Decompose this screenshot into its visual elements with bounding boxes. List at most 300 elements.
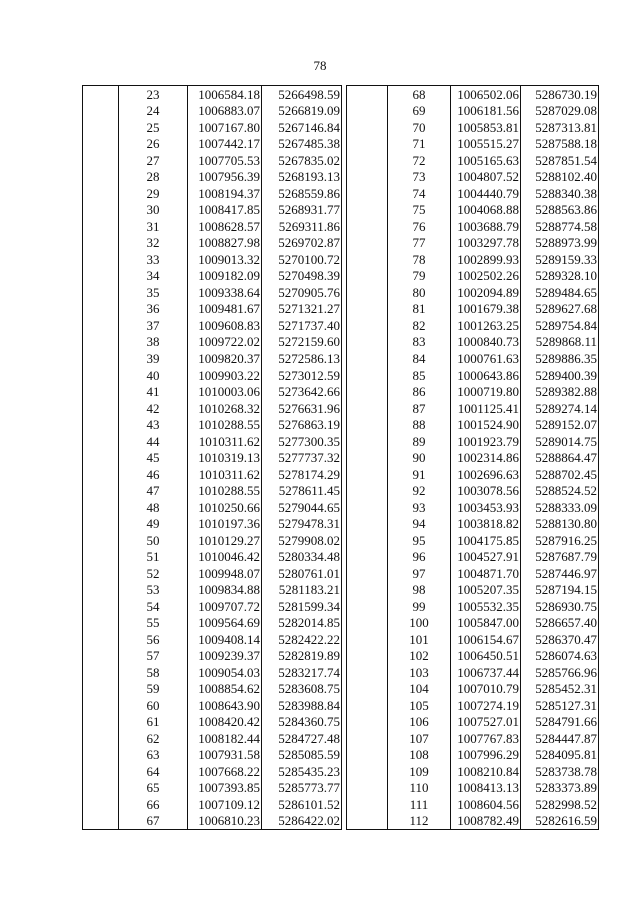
y-coordinate-cell: 5270498.39 [262, 268, 342, 285]
blank-cell [83, 119, 119, 136]
blank-cell [83, 515, 119, 532]
blank-cell [347, 152, 388, 169]
y-coordinate-cell: 5270905.76 [262, 284, 342, 301]
blank-cell [83, 202, 119, 219]
table-row [83, 449, 342, 466]
x-coordinate-cell: 1009707.72 [188, 598, 262, 615]
y-coordinate-cell: 5286074.63 [521, 648, 599, 665]
x-coordinate-cell: 1004175.85 [451, 532, 521, 549]
x-coordinate-cell: 1007956.39 [188, 169, 262, 186]
x-coordinate-cell: 1002314.86 [451, 449, 521, 466]
table-row [347, 367, 599, 384]
blank-cell [347, 796, 388, 813]
point-number-cell: 86 [388, 383, 451, 400]
x-coordinate-cell: 1009948.07 [188, 565, 262, 582]
point-number-cell: 23 [119, 86, 188, 103]
x-coordinate-cell: 1007931.58 [188, 747, 262, 764]
blank-cell [83, 581, 119, 598]
point-number-cell: 24 [119, 103, 188, 120]
x-coordinate-cell: 1010250.66 [188, 499, 262, 516]
x-coordinate-cell: 1006584.18 [188, 86, 262, 103]
y-coordinate-cell: 5284360.75 [262, 714, 342, 731]
blank-cell [347, 301, 388, 318]
table-row [347, 416, 599, 433]
x-coordinate-cell: 1007167.80 [188, 119, 262, 136]
x-coordinate-cell: 1003078.56 [451, 482, 521, 499]
point-number-cell: 88 [388, 416, 451, 433]
table-row [347, 631, 599, 648]
point-number-cell: 29 [119, 185, 188, 202]
blank-cell [83, 681, 119, 698]
table-row [347, 796, 599, 813]
y-coordinate-cell: 5289382.88 [521, 383, 599, 400]
blank-cell [347, 565, 388, 582]
table-row [347, 449, 599, 466]
blank-cell [83, 251, 119, 268]
y-coordinate-cell: 5270100.72 [262, 251, 342, 268]
x-coordinate-cell: 1007767.83 [451, 730, 521, 747]
y-coordinate-cell: 5277737.32 [262, 449, 342, 466]
blank-cell [347, 218, 388, 235]
blank-cell [347, 581, 388, 598]
blank-cell [347, 251, 388, 268]
blank-cell [347, 433, 388, 450]
y-coordinate-cell: 5288340.38 [521, 185, 599, 202]
x-coordinate-cell: 1007668.22 [188, 763, 262, 780]
x-coordinate-cell: 1010319.13 [188, 449, 262, 466]
x-coordinate-cell: 1007010.79 [451, 681, 521, 698]
table-row [83, 152, 342, 169]
point-number-cell: 46 [119, 466, 188, 483]
blank-cell [347, 548, 388, 565]
x-coordinate-cell: 1009722.02 [188, 334, 262, 351]
y-coordinate-cell: 5288864.47 [521, 449, 599, 466]
y-coordinate-cell: 5285085.59 [262, 747, 342, 764]
x-coordinate-cell: 1002502.26 [451, 268, 521, 285]
x-coordinate-cell: 1010268.32 [188, 400, 262, 417]
x-coordinate-cell: 1000719.80 [451, 383, 521, 400]
x-coordinate-cell: 1007274.19 [451, 697, 521, 714]
y-coordinate-cell: 5289868.11 [521, 334, 599, 351]
table-row [83, 334, 342, 351]
y-coordinate-cell: 5279908.02 [262, 532, 342, 549]
x-coordinate-cell: 1003297.78 [451, 235, 521, 252]
y-coordinate-cell: 5288333.09 [521, 499, 599, 516]
point-number-cell: 96 [388, 548, 451, 565]
point-number-cell: 72 [388, 152, 451, 169]
table-row [83, 499, 342, 516]
blank-cell [83, 185, 119, 202]
y-coordinate-cell: 5287588.18 [521, 136, 599, 153]
blank-cell [83, 631, 119, 648]
point-number-cell: 67 [119, 813, 188, 830]
blank-cell [347, 747, 388, 764]
table-row [347, 383, 599, 400]
y-coordinate-cell: 5267835.02 [262, 152, 342, 169]
y-coordinate-cell: 5272586.13 [262, 350, 342, 367]
blank-cell [83, 334, 119, 351]
y-coordinate-cell: 5285127.31 [521, 697, 599, 714]
table-row [347, 664, 599, 681]
point-number-cell: 111 [388, 796, 451, 813]
table-row [83, 565, 342, 582]
blank-cell [83, 169, 119, 186]
y-coordinate-cell: 5289754.84 [521, 317, 599, 334]
table-row [83, 367, 342, 384]
x-coordinate-cell: 1008182.44 [188, 730, 262, 747]
y-coordinate-cell: 5269311.86 [262, 218, 342, 235]
x-coordinate-cell: 1009564.69 [188, 615, 262, 632]
y-coordinate-cell: 5283373.89 [521, 780, 599, 797]
table-row [347, 499, 599, 516]
x-coordinate-cell: 1004527.91 [451, 548, 521, 565]
blank-cell [83, 648, 119, 665]
table-row [83, 119, 342, 136]
table-row [83, 400, 342, 417]
y-coordinate-cell: 5280761.01 [262, 565, 342, 582]
blank-cell [347, 202, 388, 219]
x-coordinate-cell: 1010003.06 [188, 383, 262, 400]
table-row [83, 136, 342, 153]
x-coordinate-cell: 1008854.62 [188, 681, 262, 698]
blank-cell [347, 334, 388, 351]
point-number-cell: 83 [388, 334, 451, 351]
x-coordinate-cell: 1005532.35 [451, 598, 521, 615]
table-row [83, 202, 342, 219]
x-coordinate-cell: 1004440.79 [451, 185, 521, 202]
x-coordinate-cell: 1008413.13 [451, 780, 521, 797]
table-row [83, 433, 342, 450]
blank-cell [347, 681, 388, 698]
table-row [83, 350, 342, 367]
x-coordinate-cell: 1009608.83 [188, 317, 262, 334]
y-coordinate-cell: 5266819.09 [262, 103, 342, 120]
table-row [347, 284, 599, 301]
x-coordinate-cell: 1008782.49 [451, 813, 521, 830]
blank-cell [347, 169, 388, 186]
y-coordinate-cell: 5268193.13 [262, 169, 342, 186]
point-number-cell: 33 [119, 251, 188, 268]
x-coordinate-cell: 1004068.88 [451, 202, 521, 219]
blank-cell [347, 515, 388, 532]
point-number-cell: 89 [388, 433, 451, 450]
table-row [347, 218, 599, 235]
table-row [347, 268, 599, 285]
point-number-cell: 27 [119, 152, 188, 169]
x-coordinate-cell: 1009013.32 [188, 251, 262, 268]
table-row [347, 581, 599, 598]
point-number-cell: 34 [119, 268, 188, 285]
x-coordinate-cell: 1003453.93 [451, 499, 521, 516]
x-coordinate-cell: 1008827.98 [188, 235, 262, 252]
point-number-cell: 42 [119, 400, 188, 417]
table-row [347, 334, 599, 351]
point-number-cell: 58 [119, 664, 188, 681]
point-number-cell: 109 [388, 763, 451, 780]
y-coordinate-cell: 5285766.96 [521, 664, 599, 681]
x-coordinate-cell: 1002899.93 [451, 251, 521, 268]
x-coordinate-cell: 1007393.85 [188, 780, 262, 797]
point-number-cell: 103 [388, 664, 451, 681]
blank-cell [347, 664, 388, 681]
table-row [83, 631, 342, 648]
table-row [83, 284, 342, 301]
point-number-cell: 36 [119, 301, 188, 318]
x-coordinate-cell: 1010311.62 [188, 466, 262, 483]
y-coordinate-cell: 5277300.35 [262, 433, 342, 450]
table-row [347, 136, 599, 153]
table-row [83, 482, 342, 499]
x-coordinate-cell: 1010288.55 [188, 482, 262, 499]
x-coordinate-cell: 1005853.81 [451, 119, 521, 136]
point-number-cell: 35 [119, 284, 188, 301]
blank-cell [83, 615, 119, 632]
table-row [347, 714, 599, 731]
table-row [347, 433, 599, 450]
table-row [347, 317, 599, 334]
y-coordinate-cell: 5283738.78 [521, 763, 599, 780]
table-row [347, 730, 599, 747]
blank-cell [347, 482, 388, 499]
point-number-cell: 62 [119, 730, 188, 747]
coordinates-table-left [82, 85, 342, 830]
point-number-cell: 53 [119, 581, 188, 598]
table-row [347, 565, 599, 582]
point-number-cell: 49 [119, 515, 188, 532]
x-coordinate-cell: 1008417.85 [188, 202, 262, 219]
y-coordinate-cell: 5281183.21 [262, 581, 342, 598]
point-number-cell: 70 [388, 119, 451, 136]
y-coordinate-cell: 5286657.40 [521, 615, 599, 632]
point-number-cell: 74 [388, 185, 451, 202]
y-coordinate-cell: 5289152.07 [521, 416, 599, 433]
blank-cell [347, 383, 388, 400]
table-row [83, 763, 342, 780]
blank-cell [347, 648, 388, 665]
y-coordinate-cell: 5268559.86 [262, 185, 342, 202]
x-coordinate-cell: 1009834.88 [188, 581, 262, 598]
y-coordinate-cell: 5283988.84 [262, 697, 342, 714]
table-row [83, 780, 342, 797]
y-coordinate-cell: 5271737.40 [262, 317, 342, 334]
table-row [347, 235, 599, 252]
y-coordinate-cell: 5284447.87 [521, 730, 599, 747]
table-row [83, 532, 342, 549]
y-coordinate-cell: 5288973.99 [521, 235, 599, 252]
table-row [347, 780, 599, 797]
coordinates-table-right [346, 85, 599, 830]
x-coordinate-cell: 1004871.70 [451, 565, 521, 582]
x-coordinate-cell: 1001263.25 [451, 317, 521, 334]
blank-cell [83, 152, 119, 169]
blank-cell [347, 136, 388, 153]
table-row [347, 466, 599, 483]
blank-cell [83, 730, 119, 747]
table-row [83, 548, 342, 565]
point-number-cell: 38 [119, 334, 188, 351]
x-coordinate-cell: 1000643.86 [451, 367, 521, 384]
x-coordinate-cell: 1001125.41 [451, 400, 521, 417]
y-coordinate-cell: 5282014.85 [262, 615, 342, 632]
blank-cell [83, 499, 119, 516]
x-coordinate-cell: 1000840.73 [451, 334, 521, 351]
y-coordinate-cell: 5271321.27 [262, 301, 342, 318]
y-coordinate-cell: 5286930.75 [521, 598, 599, 615]
blank-cell [347, 185, 388, 202]
point-number-cell: 69 [388, 103, 451, 120]
blank-cell [83, 416, 119, 433]
blank-cell [83, 565, 119, 582]
point-number-cell: 68 [388, 86, 451, 103]
y-coordinate-cell: 5289014.75 [521, 433, 599, 450]
point-number-cell: 82 [388, 317, 451, 334]
x-coordinate-cell: 1009481.67 [188, 301, 262, 318]
blank-cell [83, 103, 119, 120]
point-number-cell: 28 [119, 169, 188, 186]
point-number-cell: 51 [119, 548, 188, 565]
blank-cell [83, 400, 119, 417]
blank-cell [83, 796, 119, 813]
blank-cell [347, 631, 388, 648]
y-coordinate-cell: 5288102.40 [521, 169, 599, 186]
table-row [347, 169, 599, 186]
y-coordinate-cell: 5289886.35 [521, 350, 599, 367]
point-number-cell: 26 [119, 136, 188, 153]
blank-cell [347, 763, 388, 780]
table-row [83, 664, 342, 681]
x-coordinate-cell: 1005847.00 [451, 615, 521, 632]
x-coordinate-cell: 1007705.53 [188, 152, 262, 169]
point-number-cell: 108 [388, 747, 451, 764]
point-number-cell: 87 [388, 400, 451, 417]
blank-cell [347, 416, 388, 433]
point-number-cell: 41 [119, 383, 188, 400]
y-coordinate-cell: 5287313.81 [521, 119, 599, 136]
table-row [347, 615, 599, 632]
table-row [83, 86, 342, 103]
x-coordinate-cell: 1008628.57 [188, 218, 262, 235]
table-row [83, 730, 342, 747]
point-number-cell: 95 [388, 532, 451, 549]
y-coordinate-cell: 5288774.58 [521, 218, 599, 235]
blank-cell [347, 813, 388, 830]
blank-cell [347, 86, 388, 103]
table-row [83, 268, 342, 285]
table-row [83, 218, 342, 235]
blank-cell [83, 235, 119, 252]
blank-cell [347, 400, 388, 417]
table-row [347, 598, 599, 615]
y-coordinate-cell: 5282422.22 [262, 631, 342, 648]
blank-cell [347, 615, 388, 632]
x-coordinate-cell: 1003818.82 [451, 515, 521, 532]
y-coordinate-cell: 5286370.47 [521, 631, 599, 648]
y-coordinate-cell: 5282819.89 [262, 648, 342, 665]
x-coordinate-cell: 1006154.67 [451, 631, 521, 648]
point-number-cell: 54 [119, 598, 188, 615]
x-coordinate-cell: 1006450.51 [451, 648, 521, 665]
y-coordinate-cell: 5269702.87 [262, 235, 342, 252]
point-number-cell: 44 [119, 433, 188, 450]
point-number-cell: 77 [388, 235, 451, 252]
blank-cell [83, 548, 119, 565]
y-coordinate-cell: 5273012.59 [262, 367, 342, 384]
x-coordinate-cell: 1001524.90 [451, 416, 521, 433]
table-row [83, 515, 342, 532]
blank-cell [83, 747, 119, 764]
x-coordinate-cell: 1006502.06 [451, 86, 521, 103]
y-coordinate-cell: 5289328.10 [521, 268, 599, 285]
table-row [347, 202, 599, 219]
y-coordinate-cell: 5272159.60 [262, 334, 342, 351]
blank-cell [347, 598, 388, 615]
blank-cell [83, 433, 119, 450]
x-coordinate-cell: 1004807.52 [451, 169, 521, 186]
point-number-cell: 85 [388, 367, 451, 384]
point-number-cell: 59 [119, 681, 188, 698]
table-row [83, 103, 342, 120]
y-coordinate-cell: 5284791.66 [521, 714, 599, 731]
blank-cell [347, 367, 388, 384]
x-coordinate-cell: 1008210.84 [451, 763, 521, 780]
table-row [83, 581, 342, 598]
table-row [347, 482, 599, 499]
x-coordinate-cell: 1010129.27 [188, 532, 262, 549]
point-number-cell: 99 [388, 598, 451, 615]
table-row [83, 383, 342, 400]
blank-cell [347, 350, 388, 367]
blank-cell [83, 714, 119, 731]
point-number-cell: 61 [119, 714, 188, 731]
table-row [347, 400, 599, 417]
blank-cell [83, 532, 119, 549]
table-row [347, 697, 599, 714]
blank-cell [347, 103, 388, 120]
y-coordinate-cell: 5287446.97 [521, 565, 599, 582]
y-coordinate-cell: 5287916.25 [521, 532, 599, 549]
blank-cell [83, 284, 119, 301]
point-number-cell: 47 [119, 482, 188, 499]
y-coordinate-cell: 5282616.59 [521, 813, 599, 830]
point-number-cell: 32 [119, 235, 188, 252]
x-coordinate-cell: 1006737.44 [451, 664, 521, 681]
point-number-cell: 81 [388, 301, 451, 318]
blank-cell [83, 301, 119, 318]
point-number-cell: 76 [388, 218, 451, 235]
point-number-cell: 93 [388, 499, 451, 516]
point-number-cell: 65 [119, 780, 188, 797]
blank-cell [347, 284, 388, 301]
y-coordinate-cell: 5284727.48 [262, 730, 342, 747]
blank-cell [347, 499, 388, 516]
point-number-cell: 91 [388, 466, 451, 483]
blank-cell [83, 86, 119, 103]
point-number-cell: 60 [119, 697, 188, 714]
table-row [83, 185, 342, 202]
x-coordinate-cell: 1007996.29 [451, 747, 521, 764]
blank-cell [347, 697, 388, 714]
y-coordinate-cell: 5283217.74 [262, 664, 342, 681]
point-number-cell: 66 [119, 796, 188, 813]
y-coordinate-cell: 5289159.33 [521, 251, 599, 268]
blank-cell [347, 714, 388, 731]
point-number-cell: 78 [388, 251, 451, 268]
point-number-cell: 52 [119, 565, 188, 582]
point-number-cell: 40 [119, 367, 188, 384]
blank-cell [83, 449, 119, 466]
x-coordinate-cell: 1009182.09 [188, 268, 262, 285]
point-number-cell: 57 [119, 648, 188, 665]
